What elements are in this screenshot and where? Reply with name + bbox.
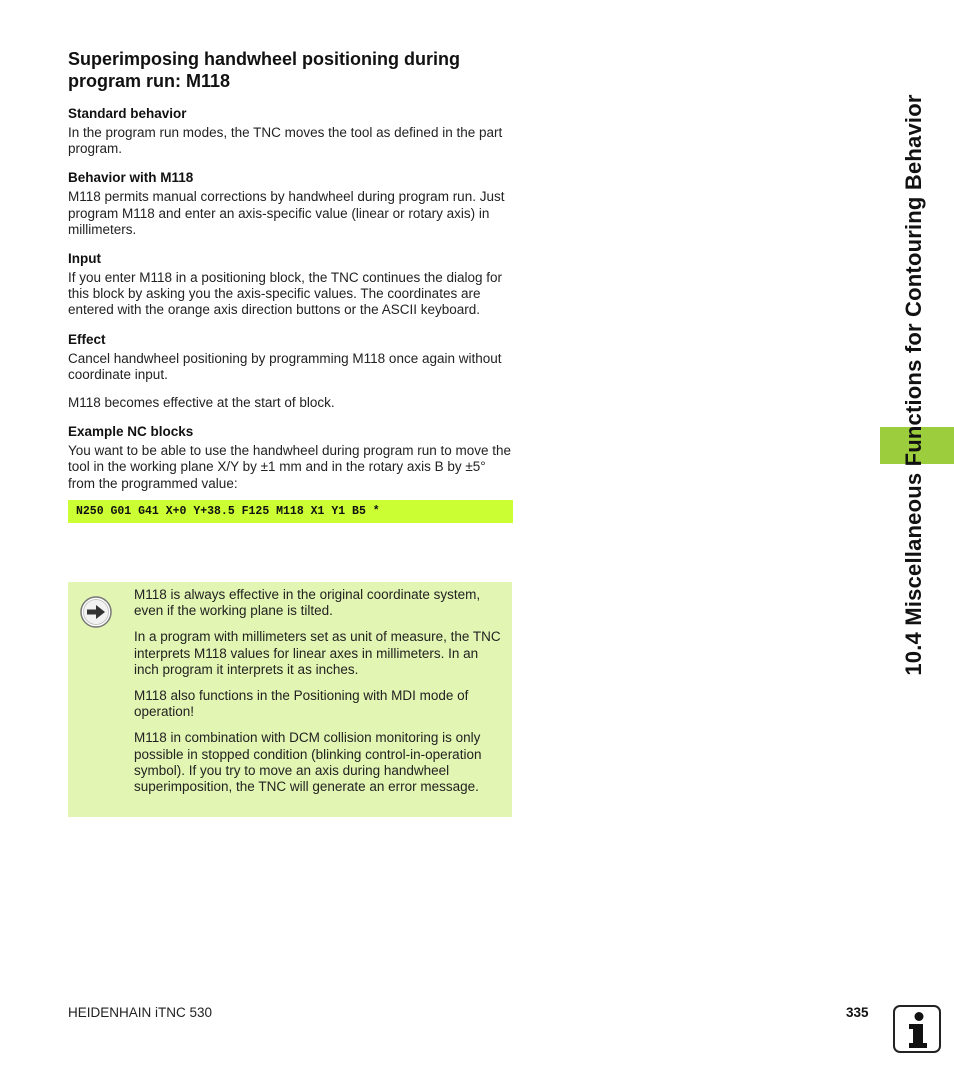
info-icon	[893, 1005, 941, 1053]
arrow-right-icon	[80, 596, 112, 628]
footer-product: HEIDENHAIN iTNC 530	[68, 1005, 213, 1020]
section-paragraph: You want to be able to use the handwheel during program run to move the tool in the working plane X/Y by ±1 mm and in the rotary axis B by ±5° from the programmed value:	[68, 443, 512, 491]
section-title: Effect	[68, 331, 106, 347]
section-title: Example NC blocks	[68, 424, 194, 440]
nc-code-block: N250 G01 G41 X+0 Y+38.5 F125 M118 X1 Y1 B5 *	[68, 500, 513, 523]
note-paragraph: M118 is always effective in the original coordinate system, even if the working plane is tilted.	[134, 587, 481, 619]
note-paragraph: M118 in combination with DCM collision monitoring is only possible in stopped condition (blinking control-in-operation symbol). If you try to move an axis during handwheel superimposition, the TNC will generate an error message.	[134, 730, 482, 795]
note-paragraph: M118 also functions in the Positioning with MDI mode of operation!	[134, 688, 469, 720]
section-example-nc-blocks	[68, 423, 514, 523]
section-title: Standard behavior	[68, 106, 187, 121]
section-title: Input	[68, 251, 101, 267]
page-number: 335	[846, 1005, 869, 1020]
note-text	[134, 587, 504, 805]
section-paragraph: If you enter M118 in a positioning block, the TNC continues the dialog for this block by asking you the axis-specific values. The coordinates are entered with the orange axis direction buttons or the ASCII keyboard.	[68, 270, 503, 318]
note-box	[68, 582, 512, 817]
info-glyph	[895, 1007, 939, 1051]
section-paragraph: In the program run modes, the TNC moves the tool as defined in the part program.	[68, 125, 503, 157]
main-content	[68, 48, 514, 523]
section-effect	[68, 331, 514, 412]
section-title: Behavior with M118	[68, 170, 194, 186]
section-paragraph: M118 permits manual corrections by handwheel during program run. Just program M118 and enter an axis-specific value (linear or rotary axis) in millimeters.	[68, 189, 505, 237]
section-input	[68, 250, 514, 319]
section-behavior-with-m118	[68, 169, 514, 238]
section-standard-behavior	[68, 105, 514, 157]
note-paragraph: In a program with millimeters set as unit of measure, the TNC interprets M118 values for linear axes in millimeters. In an inch program it interprets it as inches.	[134, 629, 501, 677]
page-heading: Superimposing handwheel positioning during program run: M118	[68, 49, 460, 91]
section-paragraph: Cancel handwheel positioning by programming M118 once again without coordinate input.	[68, 350, 502, 382]
section-paragraph: M118 becomes effective at the start of block.	[68, 395, 335, 411]
